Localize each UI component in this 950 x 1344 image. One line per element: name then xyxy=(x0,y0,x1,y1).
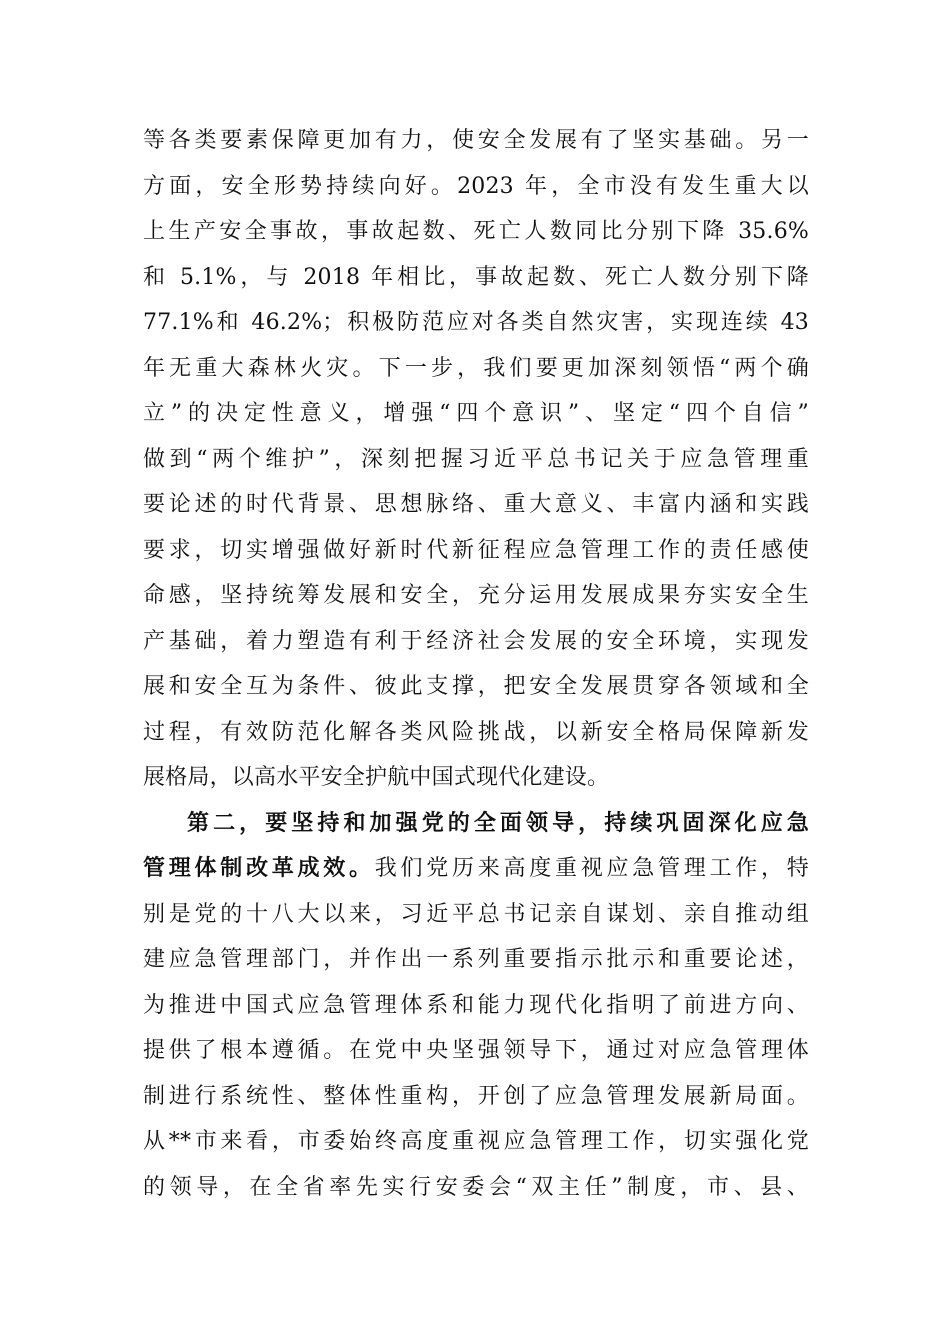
text-line: 等各类要素保障更加有力，使安全发展有了坚实基础。另一 xyxy=(143,128,809,153)
text-line: 展格局，以高水平安全护航中国式现代化建设。 xyxy=(143,765,610,790)
text-line: 建应急管理部门，并作出一系列重要指示批示和重要论述， xyxy=(143,947,809,972)
text-line: 做到“两个维护”，深刻把握习近平总书记关于应急管理重 xyxy=(143,446,809,472)
text-line: 要求，切实增强做好新时代新征程应急管理工作的责任感使 xyxy=(143,537,809,563)
text-line: 立”的决定性意义，增强“四个意识”、坚定“四个自信” xyxy=(143,401,809,426)
text-line: 77.1%和 46.2%；积极防范应对各类自然灾害，实现连续 43 xyxy=(143,310,809,335)
paragraph-1 xyxy=(143,118,809,801)
text-line: 上生产安全事故，事故起数、死亡人数同比分别下降 35.6% xyxy=(143,219,809,244)
text-line: 从**市来看，市委始终高度重视应急管理工作，切实强化党 xyxy=(143,1129,809,1154)
text-line: 别是党的十八大以来，习近平总书记亲自谋划、亲自推动组 xyxy=(143,901,809,927)
text-line: 为推进中国式应急管理体系和能力现代化指明了前进方向、 xyxy=(143,992,809,1018)
text-line: 制进行系统性、整体性重构，开创了应急管理发展新局面。 xyxy=(143,1083,809,1109)
text-line: 产基础，着力塑造有利于经济社会发展的安全环境，实现发 xyxy=(143,628,809,654)
text-line: 年无重大森林火灾。下一步，我们要更加深刻领悟“两个确 xyxy=(143,355,809,381)
text-line: 的领导，在全省率先实行安委会“双主任”制度，市、县、 xyxy=(143,1174,809,1200)
text-line: 展和安全互为条件、彼此支撑，把安全发展贯穿各领域和全 xyxy=(143,674,809,699)
text-line: 和 5.1%，与 2018 年相比，事故起数、死亡人数分别下降 xyxy=(143,264,809,290)
text-run: 我们党历来高度重视应急管理工作，特 xyxy=(374,856,809,881)
text-line: 提供了根本遵循。在党中央坚强领导下，通过对应急管理体 xyxy=(143,1038,809,1063)
section-heading: 第二，要坚持和加强党的全面领导，持续巩固深化应急 xyxy=(187,810,809,836)
text-line: 要论述的时代背景、思想脉络、重大意义、丰富内涵和实践 xyxy=(143,492,809,517)
text-line: 过程，有效防范化解各类风险挑战，以新安全格局保障新发 xyxy=(143,719,809,745)
paragraph-2 xyxy=(143,801,809,1211)
text-line: 方面，安全形势持续向好。2023 年，全市没有发生重大以 xyxy=(143,173,809,199)
text-line: 命感，坚持统筹发展和安全，充分运用发展成果夯实安全生 xyxy=(143,583,809,608)
body-text xyxy=(143,118,809,1210)
section-heading-end: 管理体制改革成效。 xyxy=(143,856,375,881)
text-line xyxy=(143,846,809,892)
